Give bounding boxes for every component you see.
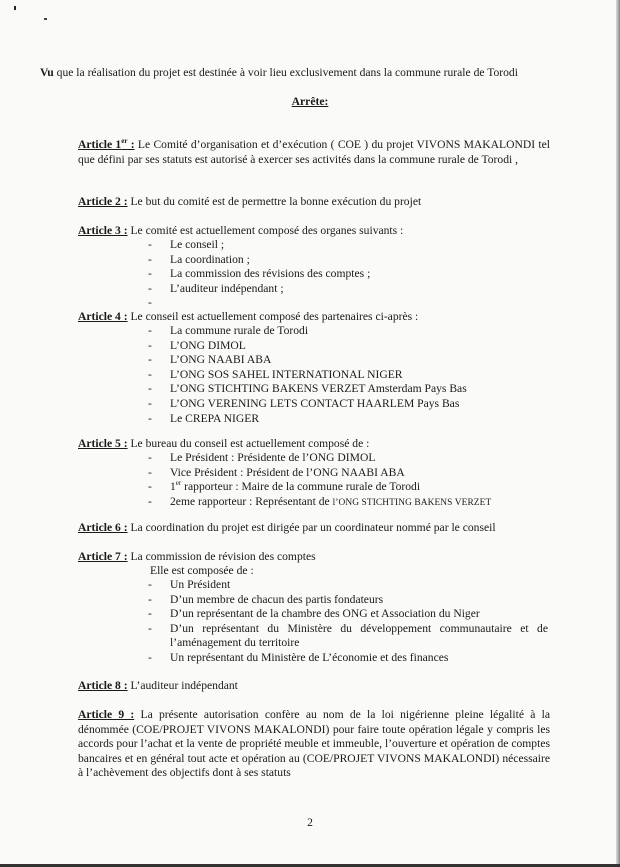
list-item: - Un Président: [148, 578, 548, 593]
list-item: - D’un membre de chacun des partis fondateurs: [148, 593, 548, 608]
intro-text: que la réalisation du projet est destinée à voir lieu exclusivement dans la commune rurale de Torodi: [53, 66, 518, 79]
list-item-empty: [148, 296, 548, 311]
article-3: [78, 224, 550, 239]
scan-mark: [14, 6, 16, 10]
article-2-label: Article 2 :: [78, 195, 128, 208]
article-7-subheading: Elle est composée de :: [150, 564, 254, 577]
article-7-label: Article 7 :: [78, 550, 128, 563]
list-item: - D’un représentant du Ministère du développement communautaire et de l’aménagement du territoire: [148, 622, 548, 651]
article-8-text: L’auditeur indépendant: [127, 679, 238, 692]
article-1: [78, 138, 550, 167]
list-item: - Vice Président : Président de l’ONG NAABI ABA: [148, 466, 548, 481]
article-3-label: Article 3 :: [78, 224, 128, 237]
list-item: - Le CREPA NIGER: [148, 412, 548, 427]
list-item: - La commission des révisions des comptes ;: [148, 267, 548, 282]
article-1-text: Le Comité d’organisation et d’exécution ( COE ) du projet VIVONS MAKALONDI tel que défini par ses statuts est autorisé à exercer ses activités dans la commune rurale de Torodi ,: [78, 138, 550, 166]
article-3-list: [148, 238, 548, 311]
article-6-text: La coordination du projet est dirigée par un coordinateur nommé par le conseil: [127, 521, 496, 534]
list-item: - 2eme rapporteur : Représentant de l’ONG STICHTING BAKENS VERZET: [148, 495, 548, 511]
article-4-list: [148, 324, 548, 426]
list-item: - L’ONG STICHTING BAKENS VERZET Amsterdam Pays Bas: [148, 382, 548, 397]
list-item: - La commune rurale de Torodi: [148, 324, 548, 339]
article-7: [78, 550, 550, 565]
list-item: - Le conseil ;: [148, 238, 548, 253]
list-item: - Un représentant du Ministère de L’économie et des finances: [148, 651, 548, 666]
article-5-list: [148, 451, 548, 510]
intro-paragraph: [40, 66, 552, 81]
article-5-label: Article 5 :: [78, 437, 128, 450]
article-1-label: Article 1er :: [78, 137, 135, 151]
scan-edge: [616, 0, 620, 867]
article-4-label: Article 4 :: [78, 310, 128, 323]
article-7-list: [148, 578, 548, 666]
arrete-title: Arrête:: [291, 95, 329, 108]
list-item: - Le Président : Présidente de l’ONG DIMOL: [148, 451, 548, 466]
scan-mark: [44, 18, 47, 20]
article-7-text: La commission de révision des comptes: [127, 550, 316, 563]
list-item: - L’ONG NAABI ABA: [148, 353, 548, 368]
list-item: - L’ONG DIMOL: [148, 339, 548, 354]
list-item: - L’ONG VERENING LETS CONTACT HAARLEM Pays Bas: [148, 397, 548, 412]
article-8-label: Article 8 :: [78, 679, 128, 692]
arrete-heading: [0, 95, 620, 110]
article-4: [78, 310, 550, 325]
article-6-label: Article 6 :: [78, 521, 128, 534]
article-5-text: Le bureau du conseil est actuellement composé de :: [127, 437, 370, 450]
article-2-text: Le but du comité est de permettre la bonne exécution du projet: [127, 195, 422, 208]
article-2: [78, 195, 550, 210]
article-6: [78, 521, 550, 536]
intro-lead: Vu: [40, 66, 54, 79]
article-9: [78, 708, 550, 781]
list-item: - L’ONG SOS SAHEL INTERNATIONAL NIGER: [148, 368, 548, 383]
list-item: - La coordination ;: [148, 253, 548, 268]
article-3-text: Le comité est actuellement composé des organes suivants :: [127, 224, 404, 237]
list-item: - L’auditeur indépendant ;: [148, 282, 548, 297]
list-item: - 1er rapporteur : Maire de la commune rurale de Torodi: [148, 480, 548, 495]
article-9-text: La présente autorisation confère au nom de la loi nigérienne pleine légalité à la dénommée (COE/PROJET VIVONS MAKALONDI) pour faire toute opération légale y compris les accords pour l’achat et la vente de propriété meuble et immeuble, l’ouverture et opération de comptes bancaires et en général tout acte et opération au (COE/PROJET VIVONS MAKALONDI) nécessaire à l’achèvement des objectifs dont à ses statuts: [78, 708, 550, 780]
list-item: - D’un représentant de la chambre des ONG et Association du Niger: [148, 607, 548, 622]
article-8: [78, 679, 550, 694]
article-5: [78, 437, 550, 452]
article-4-text: Le conseil est actuellement composé des partenaires ci-après :: [127, 310, 419, 323]
page-number: 2: [307, 816, 313, 829]
article-9-label: Article 9 :: [78, 708, 135, 721]
